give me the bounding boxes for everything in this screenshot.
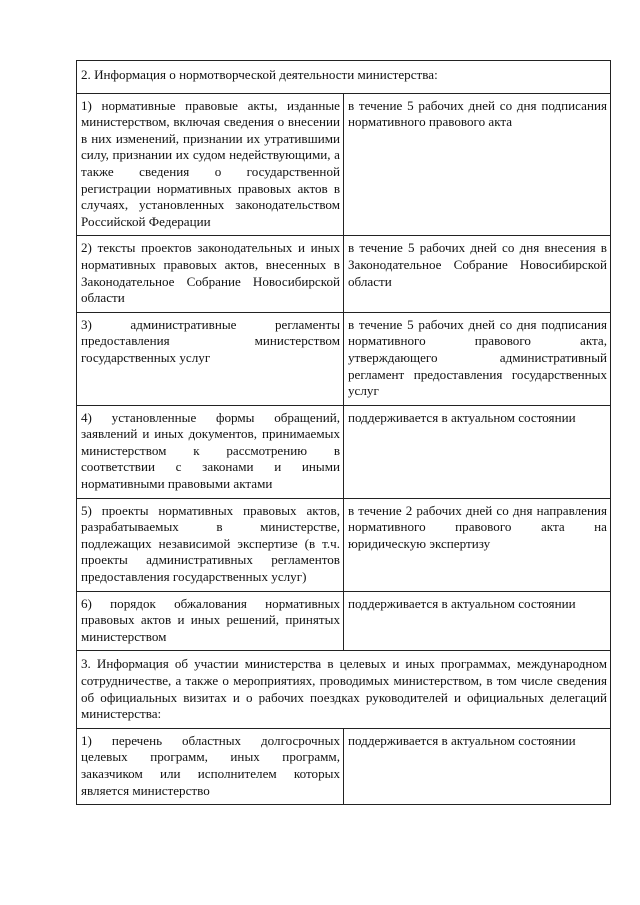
item-cell: 2) тексты проектов законодательных и иных нормативных правовых актов, внесенных в Законодательное Собрание Новосибирской области — [77, 236, 344, 312]
term-cell: в течение 5 рабочих дней со дня подписания нормативного правового акта — [344, 93, 611, 236]
section-2-heading: 2. Информация о нормотворческой деятельности министерства: — [77, 61, 611, 94]
item-cell: 6) порядок обжалования нормативных правовых актов и иных решений, принятых министерством — [77, 591, 344, 651]
item-cell: 1) нормативные правовые акты, изданные министерством, включая сведения о внесении в них изменений, признании их утратившими силу, признании их судом недействующими, а также сведения о государственной регистрации нормативных правовых актов в случаях, установленных законодательством Российской Федерации — [77, 93, 344, 236]
item-cell: 5) проекты нормативных правовых актов, разрабатываемых в министерстве, подлежащих независимой экспертизе (в т.ч. проекты административных регламентов предоставления государственных услуг) — [77, 498, 344, 591]
term-cell: в течение 2 рабочих дней со дня направления нормативного правового акта на юридическую экспертизу — [344, 498, 611, 591]
section-2-row — [77, 61, 611, 94]
term-cell: в течение 5 рабочих дней со дня внесения в Законодательное Собрание Новосибирской области — [344, 236, 611, 312]
section-3-row — [77, 651, 611, 728]
item-cell: 1) перечень областных долгосрочных целевых программ, иных программ, заказчиком или исполнителем которых является министерство — [77, 728, 344, 804]
term-cell: поддерживается в актуальном состоянии — [344, 728, 611, 804]
information-table — [76, 60, 611, 805]
table-row — [77, 236, 611, 312]
table-row — [77, 405, 611, 498]
table-row — [77, 591, 611, 651]
table-row — [77, 93, 611, 236]
table-row — [77, 728, 611, 804]
term-cell: поддерживается в актуальном состоянии — [344, 405, 611, 498]
table-row — [77, 498, 611, 591]
term-cell: поддерживается в актуальном состоянии — [344, 591, 611, 651]
table-row — [77, 312, 611, 405]
item-cell: 4) установленные формы обращений, заявлений и иных документов, принимаемых министерством к рассмотрению в соответствии с законами и иными нормативными правовыми актами — [77, 405, 344, 498]
section-3-heading: 3. Информация об участии министерства в целевых и иных программах, международном сотрудничестве, а также о мероприятиях, проводимых министерством, в том числе сведения об официальных визитах и о рабочих поездках руководителей и официальных делегаций министерства: — [77, 651, 611, 728]
term-cell: в течение 5 рабочих дней со дня подписания нормативного правового акта, утверждающего административный регламент предоставления государственных услуг — [344, 312, 611, 405]
item-cell: 3) административные регламенты предоставления министерством государственных услуг — [77, 312, 344, 405]
